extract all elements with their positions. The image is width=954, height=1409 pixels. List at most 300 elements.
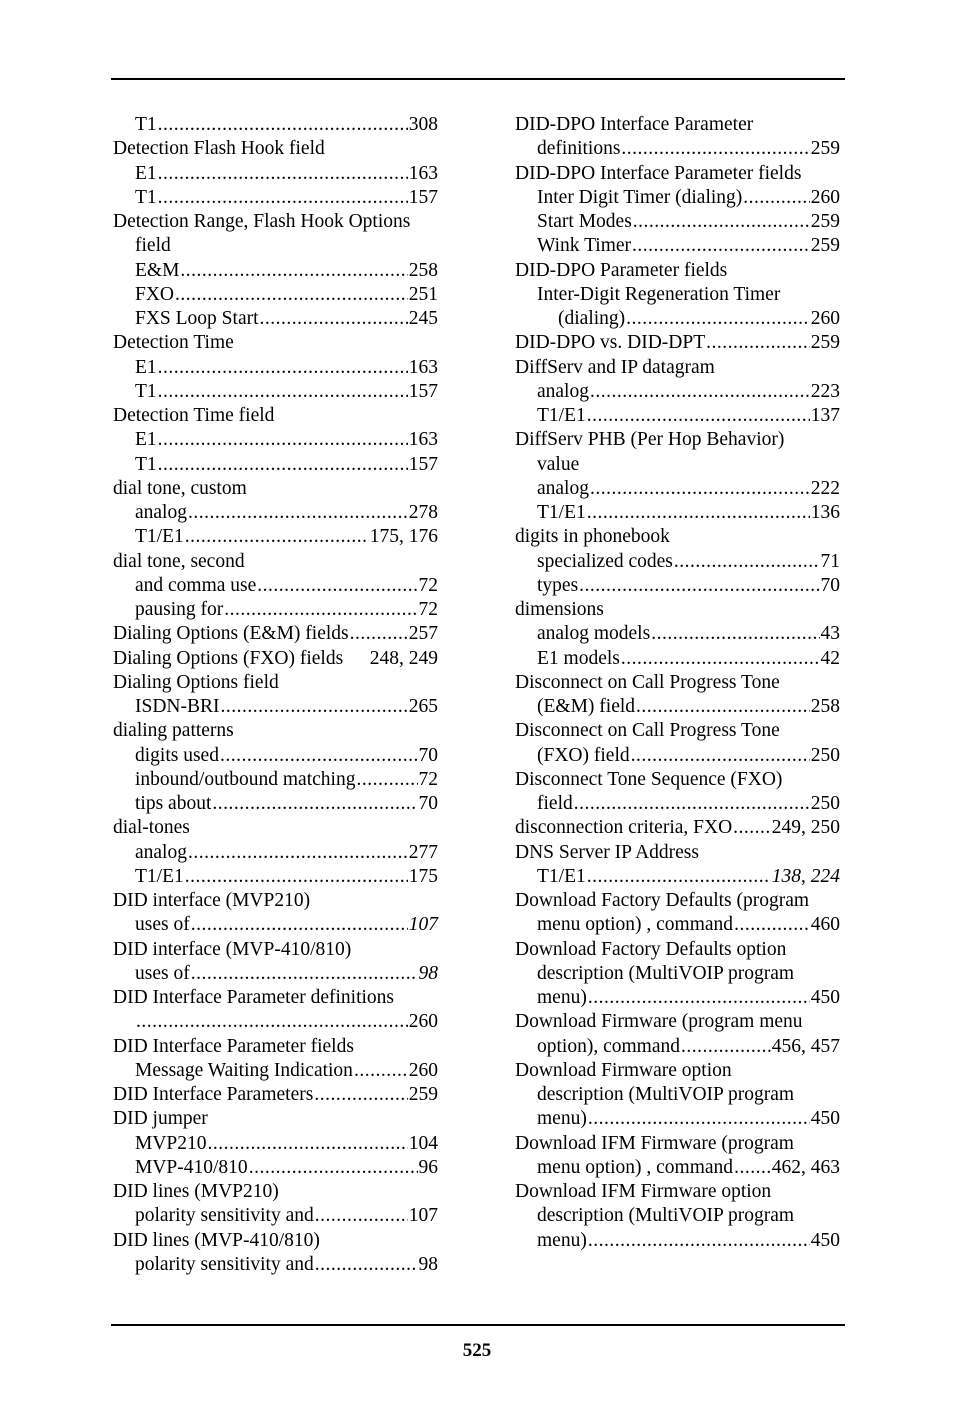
page-number: 525: [462, 1340, 492, 1361]
index-entry: [515, 428, 840, 452]
dot-leader: [590, 477, 810, 501]
page-reference: 258: [810, 696, 840, 717]
index-entry: [113, 477, 438, 501]
page-reference: 42: [820, 647, 840, 669]
page-reference: 104: [408, 1132, 438, 1154]
index-term: DID interface (MVP-410/810): [113, 938, 352, 960]
index-term: T1/E1: [537, 502, 586, 523]
index-entry: [515, 234, 840, 258]
dot-leader: [257, 574, 417, 598]
index-entry: [113, 1132, 438, 1156]
dot-leader: [191, 962, 418, 986]
index-term: uses of: [135, 962, 190, 984]
index-entry: [515, 695, 840, 719]
index-term: DID Interface Parameter fields: [113, 1035, 354, 1057]
dot-leader: [180, 259, 407, 283]
index-term: dialing patterns: [113, 720, 234, 742]
page-reference: 163: [408, 162, 438, 184]
index-term: DID jumper: [113, 1108, 208, 1130]
page-reference: 138, 224: [771, 865, 840, 887]
page-reference: 259: [810, 138, 840, 160]
index-entry: [515, 792, 840, 816]
page-reference: 259: [810, 235, 840, 257]
index-term: menu): [537, 1108, 587, 1130]
dot-leader: [188, 841, 408, 865]
index-entry: [113, 1059, 438, 1083]
index-term: Detection Time field: [113, 405, 275, 426]
page-reference: 70: [418, 744, 438, 766]
index-term: description (MultiVOIP program: [537, 962, 795, 984]
dot-leader: [734, 1156, 771, 1180]
index-term: DID-DPO Interface Parameter: [515, 114, 754, 135]
dot-leader: [588, 1107, 810, 1131]
index-term: DID-DPO vs. DID-DPT: [515, 332, 706, 354]
index-entry: [113, 744, 438, 768]
index-term: E&M: [135, 259, 180, 281]
page-reference: 175, 176: [369, 526, 438, 548]
index-term: inbound/outbound matching: [135, 768, 356, 790]
index-term: polarity sensitivity and: [135, 1253, 314, 1275]
index-term: T1/E1: [135, 865, 184, 887]
index-entry: [515, 210, 840, 234]
dot-leader: [260, 307, 408, 331]
index-entry: [113, 1107, 438, 1131]
index-term: menu option) , command: [537, 1156, 734, 1178]
index-entry: [113, 671, 438, 695]
index-entry: [113, 1204, 438, 1228]
index-entry: [515, 841, 840, 865]
page-reference: 450: [810, 1229, 840, 1251]
page-reference: 251: [408, 283, 438, 305]
index-entry: [515, 1010, 840, 1034]
index-term: (FXO) field: [537, 744, 630, 766]
index-entry: [515, 1229, 840, 1253]
page-reference: 259: [810, 211, 840, 232]
index-term: DID Interface Parameters: [113, 1084, 314, 1105]
index-entry: [113, 162, 438, 186]
index-term: Disconnect Tone Sequence (FXO): [515, 768, 783, 790]
index-term: T1/E1: [537, 405, 586, 426]
dot-leader: [185, 525, 369, 549]
index-term: uses of: [135, 914, 190, 936]
dot-leader: [212, 792, 417, 816]
index-term: E1: [135, 162, 157, 184]
index-entry: [515, 137, 840, 161]
index-term: disconnection criteria, FXO: [515, 817, 733, 839]
index-entry: [515, 865, 840, 889]
page-reference: 72: [418, 768, 438, 790]
index-entry: [515, 283, 840, 307]
page-reference: 250: [810, 793, 840, 814]
page-reference: 163: [408, 429, 438, 451]
index-term: Download Firmware (program menu: [515, 1011, 803, 1033]
index-term: DID interface (MVP210): [113, 890, 311, 911]
index-entry: [515, 1035, 840, 1059]
index-term: Dialing Options field: [113, 671, 279, 693]
index-entry: [515, 186, 840, 210]
index-entry: [515, 331, 840, 355]
index-entry: [515, 1083, 840, 1107]
index-entry: [515, 889, 840, 913]
index-term: pausing for: [135, 599, 224, 620]
index-term: Detection Flash Hook field: [113, 138, 325, 160]
index-term: (dialing): [558, 308, 626, 329]
index-term: analog models: [537, 623, 651, 645]
dot-leader: [314, 1083, 407, 1107]
index-entry: [113, 113, 438, 137]
index-entry: [515, 1059, 840, 1083]
index-term: DID lines (MVP210): [113, 1181, 279, 1202]
page-reference: 98: [418, 962, 438, 984]
page-reference: 260: [408, 1059, 438, 1081]
index-term: E1 models: [537, 647, 620, 669]
index-term: definitions: [537, 138, 621, 160]
index-term: DiffServ PHB (Per Hop Behavior): [515, 429, 785, 451]
page-reference: 136: [810, 502, 840, 523]
index-term: DID-DPO Interface Parameter fields: [515, 162, 802, 184]
page-reference: 72: [418, 574, 438, 596]
index-term: DID lines (MVP-410/810): [113, 1229, 320, 1251]
index-term: DiffServ and IP datagram: [515, 356, 715, 378]
dot-leader: [221, 695, 408, 719]
dot-leader: [354, 1059, 408, 1083]
page-reference-italic: 138: [771, 865, 801, 887]
dot-leader: [175, 283, 408, 307]
dot-leader: [188, 501, 408, 525]
index-entry: [113, 719, 438, 743]
page-reference: 258: [408, 259, 438, 281]
index-term: dial-tones: [113, 817, 190, 839]
dot-leader: [633, 210, 810, 234]
index-term: tips about: [135, 793, 212, 814]
index-entry: [515, 647, 840, 671]
index-term: DNS Server IP Address: [515, 841, 699, 863]
page-reference: 71: [820, 550, 840, 572]
index-entry: [113, 356, 438, 380]
index-term: analog: [135, 841, 187, 863]
dot-leader: [158, 186, 408, 210]
index-term: Wink Timer: [537, 235, 632, 257]
index-term: T1/E1: [135, 526, 184, 548]
index-term: FXO: [135, 283, 175, 305]
index-term: menu): [537, 987, 587, 1008]
index-term: ISDN-BRI: [135, 696, 220, 717]
index-entry: [113, 647, 438, 671]
index-entry: [113, 307, 438, 331]
index-entry: [113, 913, 438, 937]
index-entry: [113, 404, 438, 428]
index-term: value: [537, 453, 580, 475]
index-entry: [515, 986, 840, 1010]
index-term: E1: [135, 356, 157, 378]
index-term: T1: [135, 380, 157, 402]
dot-leader: [590, 380, 810, 404]
page-reference: 260: [810, 186, 840, 208]
index-term: Inter-Digit Regeneration Timer: [537, 283, 781, 305]
index-entry: [515, 913, 840, 937]
index-entry: [113, 1253, 438, 1277]
page-reference: 259: [810, 332, 840, 354]
index-term: FXS Loop Start: [135, 308, 259, 329]
index-term: menu option) , command: [537, 914, 734, 936]
index-entry: [515, 574, 840, 598]
index-entry: [515, 1132, 840, 1156]
index-term: DID Interface Parameter definitions: [113, 987, 394, 1008]
dot-leader: [743, 186, 809, 210]
index-term: analog: [537, 477, 589, 499]
index-term: E1: [135, 429, 157, 451]
page-reference: 70: [820, 574, 840, 596]
page-reference: 157: [408, 380, 438, 402]
page-reference: 157: [408, 186, 438, 208]
dot-leader: [632, 234, 810, 258]
dot-leader: [158, 356, 408, 380]
page-reference: 107: [408, 914, 438, 936]
dot-leader: [574, 792, 810, 816]
dot-leader: [350, 622, 408, 646]
index-entry: [113, 1083, 438, 1107]
index-term: Detection Time: [113, 332, 234, 354]
page-reference: 260: [408, 1011, 438, 1033]
index-entry: [515, 1156, 840, 1180]
index-term: Start Modes: [537, 211, 632, 232]
page-reference: 43: [820, 623, 840, 645]
index-entry: [515, 259, 840, 283]
page-reference: 222: [810, 477, 840, 499]
page-reference-italic: 224: [810, 865, 840, 887]
page-reference: 460: [810, 914, 840, 936]
index-entry: [113, 234, 438, 258]
index-entry: [515, 477, 840, 501]
index-term: option), command: [537, 1035, 680, 1057]
dot-leader: [579, 574, 819, 598]
index-term: analog: [537, 380, 589, 402]
page-reference: 265: [408, 696, 438, 717]
index-term: field: [135, 235, 171, 257]
page-reference: 157: [408, 453, 438, 475]
page-reference: 72: [418, 599, 438, 620]
index-term: description (MultiVOIP program: [537, 1205, 795, 1227]
dot-leader: [631, 744, 810, 768]
index-entry: [113, 210, 438, 234]
page-reference: 137: [810, 405, 840, 426]
index-term: description (MultiVOIP program: [537, 1084, 795, 1105]
index-entry: [515, 816, 840, 840]
index-term: T1: [135, 186, 157, 208]
index-term: T1: [135, 453, 157, 475]
index-term: T1: [135, 114, 157, 135]
index-entry: [515, 1204, 840, 1228]
index-term: digits in phonebook: [515, 526, 670, 548]
index-entry: [515, 671, 840, 695]
dot-leader: [315, 1204, 408, 1228]
index-term: analog: [135, 502, 187, 523]
dot-leader: [587, 501, 810, 525]
index-entry: [113, 428, 438, 452]
index-entry: [113, 1156, 438, 1180]
index-term: Inter Digit Timer (dialing): [537, 186, 743, 208]
index-entry: [515, 719, 840, 743]
index-term: Download IFM Firmware option: [515, 1181, 772, 1202]
index-term: Detection Range, Flash Hook Options: [113, 211, 411, 232]
page-reference: 257: [408, 623, 438, 645]
index-entry: [113, 962, 438, 986]
index-term: DID-DPO Parameter fields: [515, 259, 728, 281]
index-entry: [113, 283, 438, 307]
index-term: dial tone, second: [113, 550, 245, 572]
index-term: Download Firmware option: [515, 1059, 732, 1081]
page-reference: 96: [418, 1156, 438, 1178]
index-entry: [515, 962, 840, 986]
dot-leader: [224, 598, 417, 622]
index-entry: [113, 380, 438, 404]
index-term: Download Factory Defaults (program: [515, 890, 810, 911]
index-entry: [515, 162, 840, 186]
dot-leader: [626, 307, 810, 331]
index-term: types: [537, 574, 579, 596]
index-entry: [515, 550, 840, 574]
index-term: MVP210: [135, 1132, 207, 1154]
index-entry: [113, 137, 438, 161]
dot-leader: [588, 986, 810, 1010]
index-term: Dialing Options (E&M) fields: [113, 623, 349, 645]
dot-leader: [587, 404, 810, 428]
index-entry: [113, 695, 438, 719]
dot-leader: [191, 913, 408, 937]
index-entry: [515, 113, 840, 137]
index-entry: [113, 501, 438, 525]
page-reference: 462, 463: [771, 1156, 840, 1178]
dot-leader: [158, 453, 408, 477]
index-term: dimensions: [515, 599, 604, 620]
index-term: dial tone, custom: [113, 477, 247, 499]
page-reference: 248, 249: [369, 647, 438, 669]
page-reference: 278: [408, 502, 438, 523]
index-entry: [113, 816, 438, 840]
index-entry: [113, 453, 438, 477]
dot-leader: [674, 550, 820, 574]
page-reference: 98: [418, 1253, 438, 1275]
index-entry: [113, 259, 438, 283]
header-rule: [111, 78, 845, 80]
index-term: Disconnect on Call Progress Tone: [515, 671, 780, 693]
index-entry: [515, 1180, 840, 1204]
page-reference: 456, 457: [771, 1035, 840, 1057]
dot-leader: [185, 865, 408, 889]
dot-leader: [136, 1010, 408, 1034]
index-term: and comma use: [135, 574, 257, 596]
page-reference: 277: [408, 841, 438, 863]
page-reference: 107: [408, 1205, 438, 1227]
dot-leader: [681, 1035, 771, 1059]
index-entry: [113, 622, 438, 646]
index-entry: [515, 307, 840, 331]
dot-leader: [706, 331, 810, 355]
page-reference: 175: [408, 865, 438, 887]
index-entry: [113, 1229, 438, 1253]
index-entry: [515, 404, 840, 428]
page-reference: 245: [408, 308, 438, 329]
index-term: menu): [537, 1229, 587, 1251]
page-reference: 249, 250: [771, 817, 840, 839]
dot-leader: [587, 865, 771, 889]
index-entry: [113, 938, 438, 962]
index-entry: [515, 1107, 840, 1131]
index-entry: [113, 1035, 438, 1059]
index-entry: [113, 1010, 438, 1034]
index-term: Message Waiting Indication: [135, 1059, 353, 1081]
index-term: field: [537, 793, 573, 814]
index-entry: [113, 792, 438, 816]
dot-leader: [315, 1253, 418, 1277]
index-entry: [515, 501, 840, 525]
index-entry: [515, 525, 840, 549]
index-term: Download Factory Defaults option: [515, 938, 787, 960]
index-entry: [515, 380, 840, 404]
dot-leader: [158, 162, 408, 186]
index-entry: [515, 453, 840, 477]
footer-rule: [111, 1324, 845, 1326]
dot-leader: [734, 913, 810, 937]
dot-leader: [733, 816, 771, 840]
index-entry: [113, 574, 438, 598]
index-entry: [515, 622, 840, 646]
dot-leader: [249, 1156, 418, 1180]
index-entry: [113, 525, 438, 549]
index-entry: [113, 331, 438, 355]
dot-leader: [356, 768, 417, 792]
dot-leader: [158, 380, 408, 404]
index-term: polarity sensitivity and: [135, 1205, 314, 1227]
index-entry: [113, 1180, 438, 1204]
index-column-left: [113, 113, 438, 1277]
index-term: specialized codes: [537, 550, 673, 572]
index-entry: [515, 744, 840, 768]
dot-leader: [158, 113, 408, 137]
index-entry: [515, 598, 840, 622]
page-reference: 223: [810, 380, 840, 402]
page-reference: 70: [418, 793, 438, 814]
page-reference: 259: [408, 1084, 438, 1105]
index-column-right: [515, 113, 840, 1253]
dot-leader: [588, 1229, 810, 1253]
index-entry: [515, 356, 840, 380]
index-entry: [113, 841, 438, 865]
index-term: Disconnect on Call Progress Tone: [515, 720, 780, 742]
index-term: digits used: [135, 744, 219, 766]
dot-leader: [158, 428, 408, 452]
index-entry: [515, 768, 840, 792]
dot-leader: [636, 695, 810, 719]
index-term: Download IFM Firmware (program: [515, 1132, 794, 1154]
page-reference: 450: [810, 987, 840, 1008]
index-term: Dialing Options (FXO) fields: [113, 647, 344, 669]
dot-leader: [220, 744, 418, 768]
page-reference: 450: [810, 1108, 840, 1130]
index-term: MVP-410/810: [135, 1156, 248, 1178]
index-term: (E&M) field: [537, 696, 636, 717]
page-reference: 260: [810, 308, 840, 329]
index-entry: [113, 889, 438, 913]
page-reference: 308: [408, 114, 438, 135]
index-entry: [113, 186, 438, 210]
dot-leader: [621, 137, 809, 161]
dot-leader: [621, 647, 820, 671]
index-term: T1/E1: [537, 865, 586, 887]
page-reference: 163: [408, 356, 438, 378]
index-entry: [113, 986, 438, 1010]
index-entry: [113, 550, 438, 574]
